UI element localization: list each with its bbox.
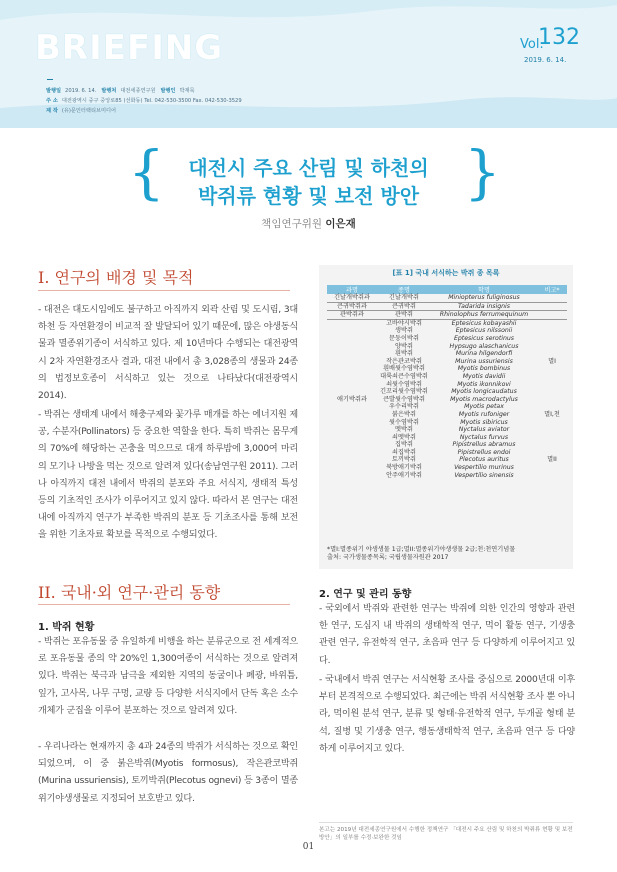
page-title-line2: 박쥐류 현황 및 보전 방안 — [197, 184, 420, 208]
korean-name-cell: 문둥이박쥐 — [389, 334, 419, 342]
table-row — [327, 350, 567, 358]
family-cell — [327, 419, 377, 427]
section1-paragraph1: - 대전은 대도시임에도 불구하고 아직까지 외곽 산림 및 도시림, 3대 하천 등 자연환경이 비교적 잘 발달되어 있기 때문에, 많은 야생동식물과 멸종위기종이 서식하고 있다. 제 10년마다 수행되는 대전광역시 2차 자연환경조사 결과, 대전 내에서 총 3,028종의 생물과 24종의 법정보호종이 서식하고 있는 것으로 나타났다(대전광역시 2014). — [38, 305, 298, 402]
table-row — [327, 311, 567, 320]
table-header-row — [327, 285, 567, 294]
scientific-name-cell: Miniopterus fuliginosus — [431, 294, 537, 302]
meta-label: 제 작 — [46, 108, 58, 114]
subsection1-paragraph2: - 우리나라는 현재까지 총 4과 24종의 박쥐가 서식하는 것으로 확인되었으며, 이 중 붉은박쥐(Myotis formosus), 작은관코박쥐(Murina ussuriensis), 토끼박쥐(Plecotus ognevi) 등 3종이 멸종위기야생생물로 지정되어 보호받고 있다. — [38, 742, 298, 804]
table-row — [327, 472, 567, 480]
scientific-name-cell: Myotis sibiricus — [460, 418, 508, 426]
scientific-name-cell: Plecotus auritus — [459, 456, 509, 464]
subsection2-paragraph1: - 국외에서 박쥐와 관련한 연구는 박쥐에 의한 인간의 영향과 관련한 연구, 도심지 내 박쥐의 생태학적 연구, 먹이 활동 연구, 기생충 관련 연구, 유전학적 연구, 초음파 연구 등 다양하게 이루어지고 있다. — [319, 604, 575, 666]
note-cell — [537, 419, 567, 427]
meta-label: 발행처 — [101, 88, 117, 94]
family-cell — [327, 350, 377, 358]
author-name: 이은재 — [325, 218, 356, 230]
korean-name-cell: 관박쥐 — [377, 311, 431, 320]
scientific-name-cell: Eptesicus kobayashii — [451, 319, 517, 327]
column-header: 학명 — [431, 285, 537, 294]
family-cell — [327, 449, 377, 457]
publication-info — [46, 87, 195, 94]
note-cell — [537, 302, 567, 311]
family-cell: 긴날개박쥐과 — [327, 294, 377, 302]
scientific-name-cell: Nyctalus furvus — [459, 433, 509, 441]
family-cell — [327, 358, 377, 366]
scientific-name-cell: Tadarida insignis — [431, 302, 537, 311]
note-cell — [537, 343, 567, 351]
korean-name-cell: 집박쥐 — [395, 441, 413, 449]
korean-name-cell: 작은관코박쥐 — [386, 357, 422, 365]
family-cell — [327, 327, 377, 335]
table-row — [327, 441, 567, 449]
meta-value: 박재묵 — [179, 88, 195, 94]
korean-name-cell: 생박쥐 — [395, 327, 413, 335]
korean-name-cell: 큰귀박쥐 — [377, 302, 431, 311]
note-cell — [537, 327, 567, 335]
korean-name-cell: 붉은박쥐 — [392, 410, 416, 418]
note-cell: 멸I,천 — [544, 410, 560, 418]
table-note-source: 출처: 국가생물종목록; 국립생물자원관 2017 — [327, 554, 449, 561]
family-cell: 큰귀박쥐과 — [327, 302, 377, 311]
family-cell — [327, 434, 377, 442]
meta-label: 주 소 — [46, 98, 58, 104]
section1-underline — [38, 290, 290, 291]
korean-name-cell: 멧박쥐 — [395, 426, 413, 434]
title-brace-left: { — [128, 138, 165, 206]
section1-paragraph2: - 박쥐는 생태계 내에서 해충구제와 꽃가루 매개를 하는 에너지원 제공, 수분자(Pollinators) 등 중요한 역할을 한다. 특히 박쥐는 몸무게의 70%에 해당하는 곤충을 먹으므로 대개 하루밤에 3,000여 마리의 모기나 나방을 먹는 것으로 알려져 있다(송남연구원 2011). 그러나 아직까지 대전 내에서 박쥐의 분포와 주요 서식지, 생태적 특성 등의 기초적인 조사가 이루어지고 있지 않다. 따라서 본 연구는 대전 내에 아직까지 연구가 부족한 박쥐의 분포 등 기초조사를 통해 보전을 위한 기초자료 확보를 목적으로 수행되었다. — [38, 410, 298, 541]
korean-name-cell: 윗수염박쥐 — [389, 418, 419, 426]
family-cell — [327, 365, 377, 373]
korean-name-cell: 대륙쇠큰수염박쥐 — [380, 372, 428, 380]
scientific-name-cell: Myotis ikonnikovi — [457, 380, 511, 388]
title-brace-right: } — [464, 138, 501, 206]
meta-value: 대전세종연구원 — [120, 88, 156, 94]
producer-info — [46, 107, 116, 114]
table-caption: [표 1] 국내 서식하는 박쥐 종 목록 — [392, 269, 500, 277]
note-cell — [537, 472, 567, 480]
issue-date: 2019. 6. 14. — [524, 56, 567, 64]
scientific-name-cell: Myotis macrodactylus — [450, 395, 518, 403]
scientific-name-cell: Vespertilio sinensis — [454, 471, 514, 479]
table-row — [327, 396, 567, 404]
volume-label: Vol. — [520, 37, 544, 52]
family-cell — [327, 319, 377, 327]
note-cell — [537, 373, 567, 381]
family-cell — [327, 343, 377, 351]
section1-heading: I. 연구의 배경 및 목적 — [38, 268, 194, 287]
scientific-name-cell: Myotis rufoniger — [458, 410, 510, 418]
address-info — [46, 97, 242, 104]
family-cell — [327, 411, 377, 419]
meta-value: (유)문인터랙티브미디어 — [61, 108, 117, 114]
table-row — [327, 434, 567, 442]
table-row — [327, 319, 567, 327]
note-cell — [537, 311, 567, 320]
table-row — [327, 294, 567, 302]
column-header: 비고* — [537, 285, 567, 294]
section2-heading: II. 국내·외 연구·관리 동향 — [38, 583, 221, 602]
table-row — [327, 449, 567, 457]
table-row — [327, 358, 567, 366]
korean-name-cell: 쇠윗수염박쥐 — [386, 380, 422, 388]
table-row — [327, 381, 567, 389]
korean-name-cell: 흰배윗수염박쥐 — [383, 365, 425, 373]
korean-name-cell: 큰발윗수염박쥐 — [383, 395, 425, 403]
footnote: 본고는 2019년 대전세종연구원에서 수행한 정책연구 「대전시 주요 산림 및 하천의 박쥐류 현황 및 보전 방안」의 일부를 수정·보완한 것임 — [319, 827, 573, 841]
note-cell — [537, 381, 567, 389]
volume-number: 132 — [538, 25, 580, 50]
note-cell — [537, 403, 567, 411]
section2-underline — [38, 604, 290, 605]
note-cell — [537, 434, 567, 442]
family-cell — [327, 403, 377, 411]
table-row — [327, 365, 567, 373]
family-cell: 애기박쥐과 — [337, 395, 367, 403]
scientific-name-cell: Vespertilio murinus — [454, 464, 514, 472]
family-cell — [327, 426, 377, 434]
footnote-divider — [319, 822, 573, 823]
subsection1-heading: 1. 박쥐 현황 — [38, 622, 95, 633]
note-cell — [537, 365, 567, 373]
note-cell — [537, 441, 567, 449]
scientific-name-cell: Murina hilgendorfi — [455, 350, 513, 358]
scientific-name-cell: Hypsugo alaschanicus — [449, 342, 519, 350]
table-row — [327, 327, 567, 335]
korean-name-cell: 쇠집박쥐 — [392, 448, 416, 456]
note-cell — [537, 388, 567, 396]
note-cell: 멸I — [548, 357, 556, 365]
table-row — [327, 426, 567, 434]
table-row — [327, 464, 567, 472]
note-cell — [537, 426, 567, 434]
table-row — [327, 343, 567, 351]
family-cell — [327, 441, 377, 449]
note-cell — [537, 319, 567, 327]
scientific-name-cell: Murina ussuriensis — [455, 357, 513, 365]
page-title-line1: 대전시 주요 산림 및 하천의 — [188, 156, 429, 180]
scientific-name-cell: Myotis davidii — [462, 372, 506, 380]
note-cell — [537, 350, 567, 358]
korean-name-cell: 양박쥐 — [395, 342, 413, 350]
korean-name-cell: 우수리박쥐 — [389, 403, 419, 411]
family-cell — [327, 335, 377, 343]
scientific-name-cell: Myotis bombinus — [457, 365, 511, 373]
note-cell — [537, 396, 567, 404]
korean-name-cell: 쇠멧박쥐 — [392, 433, 416, 441]
scientific-name-cell: Myotis longicaudatus — [451, 388, 517, 396]
meta-value: 2019. 6. 14. — [65, 88, 97, 94]
family-cell — [327, 381, 377, 389]
table-row — [327, 403, 567, 411]
table-row — [327, 411, 567, 419]
korean-name-cell: 고바야시박쥐 — [386, 319, 422, 327]
brand-title: BRIEFING — [35, 28, 224, 68]
scientific-name-cell: Eptesicus nilssonii — [455, 327, 513, 335]
family-cell — [327, 464, 377, 472]
meta-label: 발행일 — [46, 88, 62, 94]
page-number: 01 — [302, 842, 315, 852]
table-row — [327, 388, 567, 396]
note-cell — [537, 294, 567, 302]
subsection2-heading: 2. 연구 및 관리 동향 — [319, 589, 412, 600]
column-header: 종명 — [377, 285, 431, 294]
korean-name-cell: 흰박쥐 — [395, 350, 413, 358]
header-divider — [47, 79, 53, 80]
korean-name-cell: 토끼박쥐 — [392, 456, 416, 464]
korean-name-cell: 안주애기박쥐 — [386, 471, 422, 479]
family-cell: 관박쥐과 — [327, 311, 377, 320]
scientific-name-cell: Eptesicus serotinus — [453, 334, 515, 342]
subsection1-paragraph1: - 박쥐는 포유동물 중 유일하게 비행을 하는 분류군으로 전 세계적으로 포유동물 종의 약 20%인 1,300여종이 서식하는 것으로 알려져 있다. 박쥐는 북극과 남극을 제외한 지역의 동굴이나 폐광, 바위틈, 잎가, 고사목, 나무 구멍, 교량 등 다양한 서식지에서 단독 혹은 소수 개체가 군집을 이루어 분포하는 것으로 알려져 있다. — [38, 637, 298, 716]
meta-label: 발행인 — [160, 88, 176, 94]
family-cell — [327, 472, 377, 480]
family-cell — [327, 456, 377, 464]
note-cell — [537, 464, 567, 472]
scientific-name-cell: Pipistrellus abramus — [452, 441, 516, 449]
subsection2-paragraph2: - 국내에서 박쥐 연구는 서식현황 조사를 중심으로 2000년대 이후부터 본격적으로 수행되었다. 최근에는 박쥐 서식현황 조사 뿐 아니라, 먹이원 분석 연구, 분류 및 형태·유전학적 연구, 두개골 형태 분석, 질병 및 기생충 연구, 행동생태학적 연구, 초음파 연구 등 다양하게 이루어지고 있다. — [319, 675, 575, 754]
note-cell: 멸II — [547, 456, 557, 464]
table-row — [327, 419, 567, 427]
family-cell — [327, 388, 377, 396]
table-row — [327, 335, 567, 343]
table-row — [327, 302, 567, 311]
scientific-name-cell: Rhinolophus ferrumequinum — [431, 311, 537, 320]
meta-value: 대전광역시 중구 중앙로85 (선화동) Tel. 042-530-3500 Fax. 042-530-3529 — [61, 98, 242, 104]
bat-species-table — [327, 285, 567, 479]
author-role: 책임연구위원 — [261, 218, 323, 230]
korean-name-cell: 긴꼬리윗수염박쥐 — [380, 388, 428, 396]
table-note-legend: *멸I:멸종위기 야생생물 1급;멸II:멸종위기야생생물 2급;천:천연기념물 — [327, 546, 516, 553]
scientific-name-cell: Pipistrellus endoi — [457, 448, 511, 456]
korean-name-cell: 긴날개박쥐 — [377, 294, 431, 302]
korean-name-cell: 북방애기박쥐 — [386, 464, 422, 472]
scientific-name-cell: Nyctalus aviator — [458, 426, 510, 434]
note-cell — [537, 335, 567, 343]
scientific-name-cell: Myotis petax — [464, 403, 504, 411]
column-header: 과명 — [327, 285, 377, 294]
table-notes — [327, 546, 515, 562]
table-row — [327, 373, 567, 381]
family-cell — [327, 373, 377, 381]
author-line — [0, 216, 617, 231]
table-row — [327, 456, 567, 464]
